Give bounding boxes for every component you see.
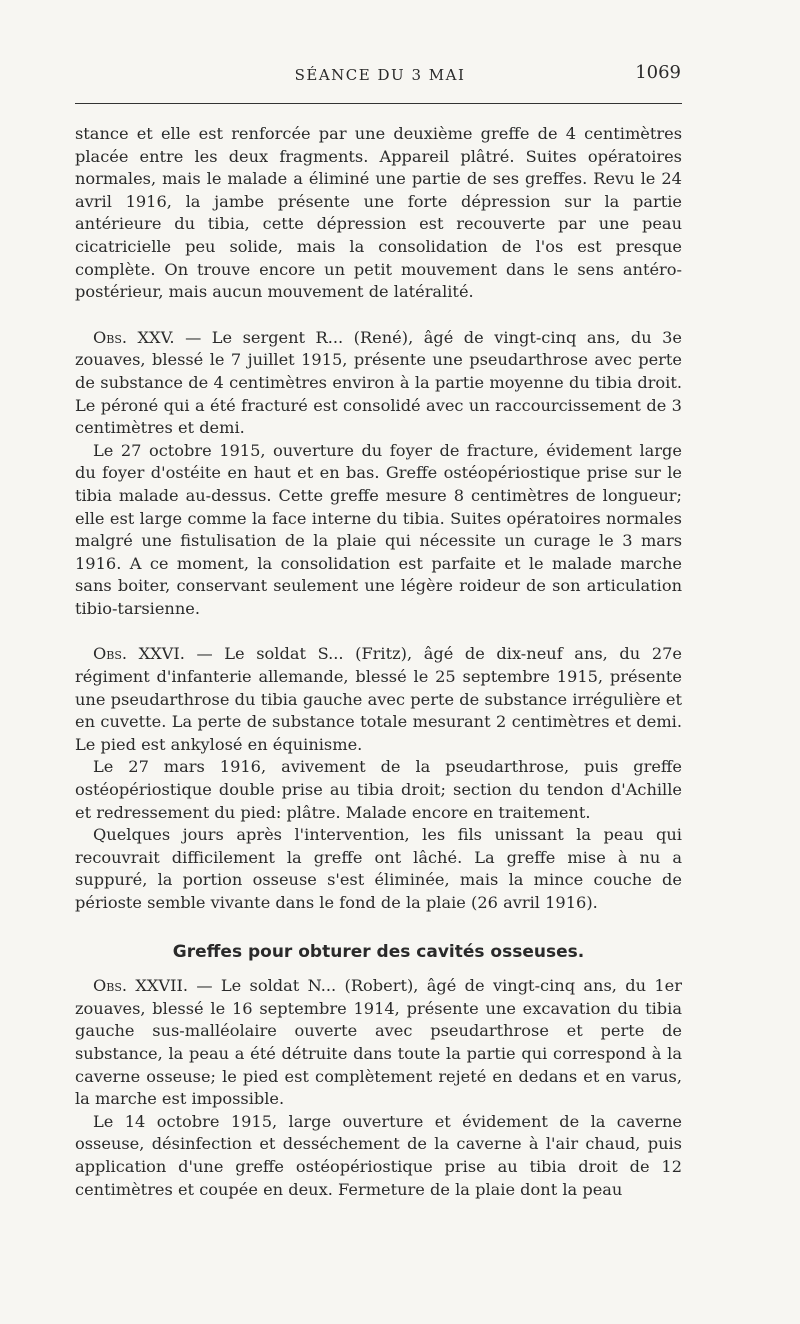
running-title: SÉANCE DU 3 MAI [294, 66, 466, 84]
paragraph-continuation: stance et elle est renforcée par une deuxième greffe de 4 centimètres placée entre les deux fragments. Appareil plâtré. Suites opératoires normales, mais le malade a éliminé une partie de ses greffes. Revu le 24 avril 1916, la jambe présente une forte dépression sur la partie antérieure du tibia, cette dépression est recouverte par une peau cicatricielle peu solide, mais la consolidation de l'os est presque complète. On trouve encore un petit mouvement dans le sens antéro-postérieur, mais aucun mouvement de latéralité. [75, 124, 682, 302]
obs-26-paragraph [75, 643, 682, 756]
obs-27-paragraph-2: Le 14 octobre 1915, large ouverture et évidement de la caverne osseuse, désinfection et desséchement de la caverne à l'air chaud, puis application d'une greffe ostéopériostique prise au tibia droit de 12 centimètres et coupée en deux. Fermeture de la plaie dont la peau [75, 1111, 682, 1199]
obs-26-paragraph-2: Le 27 mars 1916, avivement de la pseudarthrose, puis greffe ostéopériostique double prise au tibia droit; section du tendon d'Achille et redressement du pied: plâtre. Malade encore en traitement. [75, 757, 682, 822]
obs-27-text: — Le soldat N... (Robert), âgé de vingt-cinq ans, du 1er zouaves, blessé le 16 septembre 1914, présente une excavation du tibia gauche sus-malléolaire ouverte avec pseudarthrose et perte de substance, la peau a été détruite dans toute la partie qui correspond à la caverne osseuse; le pied est complètement rejeté en dedans et en varus, la marche est impossible. [75, 976, 682, 1109]
page-number: 1069 [635, 62, 681, 83]
obs-25-label: Obs. XXV. [93, 327, 175, 347]
obs-26-text: — Le soldat S... (Fritz), âgé de dix-neuf ans, du 27e régiment d'infanterie allemande, blessé le 25 septembre 1915, présente une pseudarthrose du tibia gauche avec perte de substance irrégulière et en cuvette. La perte de substance totale mesurant 2 centimètres et demi. Le pied est ankylosé en équinisme. [75, 644, 682, 754]
obs-25-paragraph-2: Le 27 octobre 1915, ouverture du foyer de fracture, évidement large du foyer d'ostéite en haut et en bas. Greffe ostéopériostique prise sur le tibia malade au-dessus. Cette greffe mesure 8 centimètres de longueur; elle est large comme la face interne du tibia. Suites opératoires normales malgré une fistulisation de la plaie qui nécessite un curage le 3 mars 1916. A ce moment, la consolidation est parfaite et le malade marche sans boiter, conservant seulement une légère roideur de son articulation tibio-tarsienne. [75, 440, 682, 618]
header-rule [75, 103, 682, 104]
obs-25-paragraph [75, 327, 682, 440]
obs-27-label: Obs. XXVII. [93, 976, 189, 996]
body-text [75, 123, 682, 1201]
page-header [75, 60, 685, 90]
obs-25-text: — Le sergent R... (René), âgé de vingt-cinq ans, du 3e zouaves, blessé le 7 juillet 1915, présente une pseudarthrose avec perte de substance de 4 centimètres environ à la partie moyenne du tibia droit. Le péroné qui a été fracturé est consolidé avec un raccourcissement de 3 centimètres et demi. [75, 327, 682, 438]
obs-26-paragraph-3: Quelques jours après l'intervention, les fils unissant la peau qui recouvrait difficilement la greffe ont lâché. La greffe mise à nu a suppuré, la portion osseuse s'est éliminée, mais la mince couche de périoste semble vivante dans le fond de la plaie (26 avril 1916). [75, 825, 682, 912]
obs-26-label: Obs. XXVI. [93, 644, 185, 664]
obs-27-paragraph [75, 975, 682, 1111]
section-heading: Greffes pour obturer des cavités osseuses. [172, 941, 585, 962]
